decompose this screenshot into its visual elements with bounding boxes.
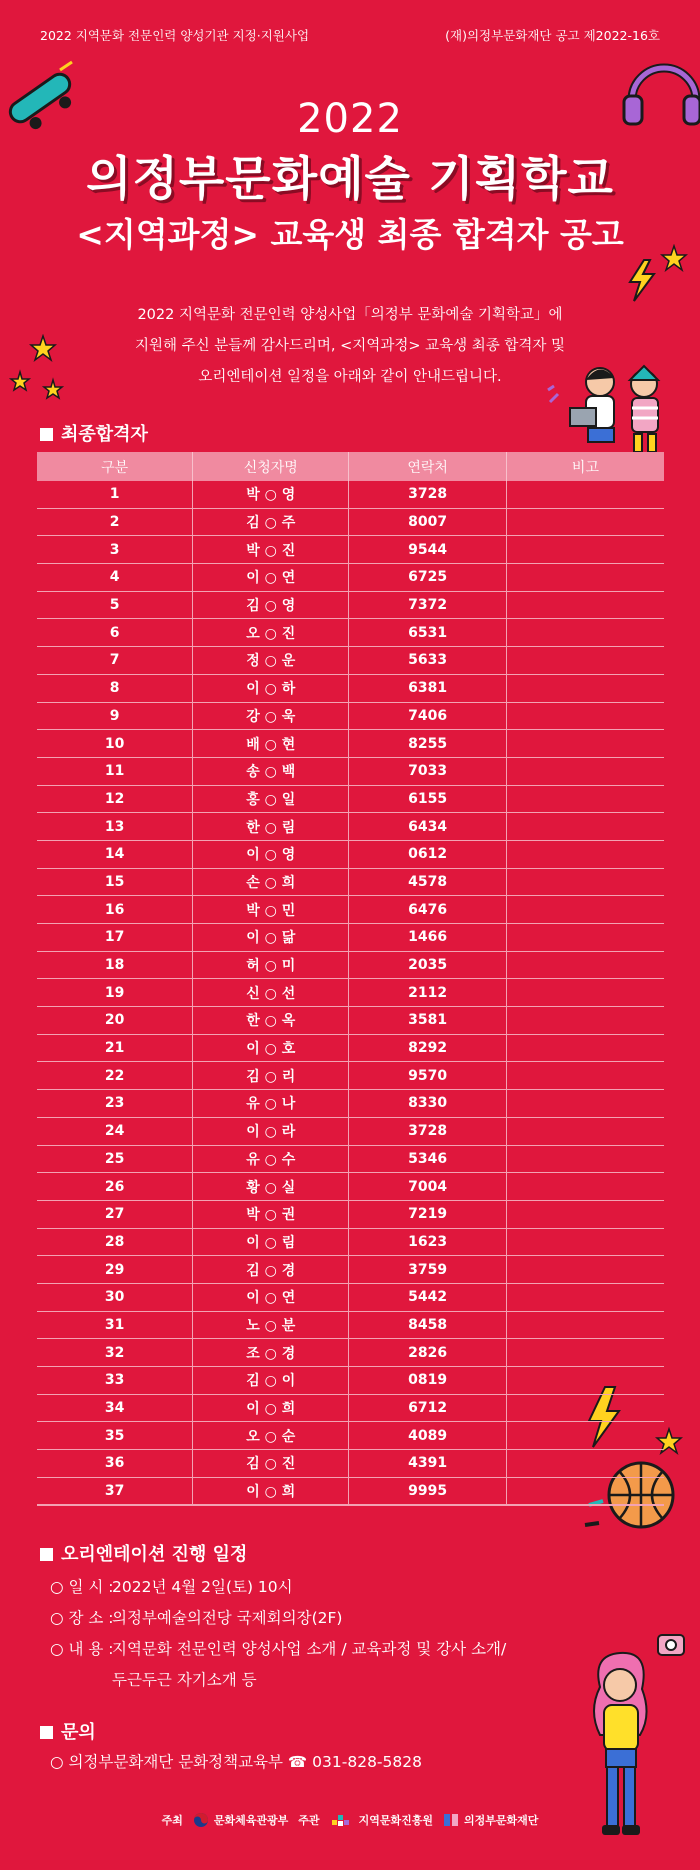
foundation-icon <box>443 1812 459 1828</box>
table-row <box>37 1339 664 1367</box>
remarks <box>506 1117 664 1145</box>
page-title: 의정부문화예술 기획학교 <box>86 152 614 207</box>
row-number: 8 <box>37 674 193 702</box>
table-row <box>37 951 664 979</box>
remarks <box>506 785 664 813</box>
result-table-body <box>37 481 664 1505</box>
applicant-name: 이 ○ 연 <box>193 564 349 592</box>
row-number: 20 <box>37 1007 193 1035</box>
applicant-name: 이 ○ 호 <box>193 1034 349 1062</box>
column-header: 연락처 <box>349 452 507 481</box>
remarks <box>506 536 664 564</box>
table-row <box>37 1228 664 1256</box>
schedule-row-place: ○ 장 소 : 의정부예술의전당 국제회의장(2F) <box>50 1609 343 1627</box>
row-number: 34 <box>37 1394 193 1422</box>
contact-number: 0612 <box>349 840 507 868</box>
schedule-row-date: ○ 일 시 : 2022년 4월 2일(토) 10시 <box>50 1578 293 1596</box>
remarks <box>506 868 664 896</box>
remarks <box>506 1339 664 1367</box>
applicant-name: 이 ○ 희 <box>193 1394 349 1422</box>
table-row <box>37 1477 664 1505</box>
row-number: 4 <box>37 564 193 592</box>
table-row <box>37 591 664 619</box>
row-number: 11 <box>37 757 193 785</box>
table-row <box>37 1283 664 1311</box>
table-row <box>37 1422 664 1450</box>
remarks <box>506 1256 664 1284</box>
remarks <box>506 730 664 758</box>
contact-number: 9995 <box>349 1477 507 1505</box>
table-row <box>37 674 664 702</box>
row-number: 23 <box>37 1090 193 1118</box>
row-number: 27 <box>37 1200 193 1228</box>
table-row <box>37 1200 664 1228</box>
table-row <box>37 1394 664 1422</box>
remarks <box>506 896 664 924</box>
table-row <box>37 1145 664 1173</box>
remarks <box>506 813 664 841</box>
applicant-name: 강 ○ 욱 <box>193 702 349 730</box>
contact-number: 5346 <box>349 1145 507 1173</box>
schedule-row-content-cont: 두근두근 자기소개 등 <box>112 1671 257 1689</box>
applicant-name: 박 ○ 민 <box>193 896 349 924</box>
applicant-name: 김 ○ 리 <box>193 1062 349 1090</box>
applicant-name: 유 ○ 수 <box>193 1145 349 1173</box>
remarks <box>506 564 664 592</box>
applicant-name: 박 ○ 권 <box>193 1200 349 1228</box>
square-bullet-icon <box>40 1548 53 1561</box>
contact-number: 9570 <box>349 1062 507 1090</box>
row-number: 13 <box>37 813 193 841</box>
row-number: 1 <box>37 481 193 508</box>
table-row <box>37 1311 664 1339</box>
contact-section-title: 문의 <box>40 1718 96 1744</box>
contact-number: 9544 <box>349 536 507 564</box>
row-number: 15 <box>37 868 193 896</box>
applicant-name: 오 ○ 순 <box>193 1422 349 1450</box>
remarks <box>506 1090 664 1118</box>
contact-number: 5633 <box>349 647 507 675</box>
contact-number: 6381 <box>349 674 507 702</box>
program-label: 2022 지역문화 전문인력 양성기관 지정·지원사업 <box>40 28 310 43</box>
intro-text <box>0 300 700 393</box>
square-bullet-icon <box>40 1726 53 1739</box>
applicant-name: 신 ○ 선 <box>193 979 349 1007</box>
contact-number: 7004 <box>349 1173 507 1201</box>
contact-number: 5442 <box>349 1283 507 1311</box>
row-number: 25 <box>37 1145 193 1173</box>
remarks <box>506 508 664 536</box>
contact-number: 7033 <box>349 757 507 785</box>
remarks <box>506 1477 664 1505</box>
remarks <box>506 840 664 868</box>
table-row <box>37 1034 664 1062</box>
contact-number: 2826 <box>349 1339 507 1367</box>
contact-number: 1466 <box>349 924 507 952</box>
row-number: 10 <box>37 730 193 758</box>
table-row <box>37 1450 664 1478</box>
applicant-name: 이 ○ 닮 <box>193 924 349 952</box>
table-row <box>37 813 664 841</box>
contact-number: 4578 <box>349 868 507 896</box>
applicant-name: 오 ○ 진 <box>193 619 349 647</box>
table-row <box>37 1117 664 1145</box>
remarks <box>506 647 664 675</box>
remarks <box>506 674 664 702</box>
row-number: 19 <box>37 979 193 1007</box>
result-table <box>37 452 664 1506</box>
remarks <box>506 1034 664 1062</box>
row-number: 6 <box>37 619 193 647</box>
contact-number: 4089 <box>349 1422 507 1450</box>
row-number: 5 <box>37 591 193 619</box>
column-header: 비고 <box>506 452 664 481</box>
contact-number: 6531 <box>349 619 507 647</box>
intro-line: 지원해 주신 분들께 감사드리며, <지역과정> 교육생 최종 합격자 및 <box>135 338 565 354</box>
applicant-name: 이 ○ 연 <box>193 1283 349 1311</box>
row-number: 35 <box>37 1422 193 1450</box>
remarks <box>506 481 664 508</box>
contact-number: 8255 <box>349 730 507 758</box>
intro-line: 오리엔테이션 일정을 아래와 같이 안내드립니다. <box>198 369 502 385</box>
top-bar <box>40 26 660 44</box>
row-number: 2 <box>37 508 193 536</box>
ministry-logo: 문화체육관광부 <box>193 1812 288 1828</box>
row-number: 17 <box>37 924 193 952</box>
contact-text: ○ 의정부문화재단 문화정책교육부 ☎ 031-828-5828 <box>50 1753 422 1771</box>
foundation-logo: 의정부문화재단 <box>443 1812 538 1828</box>
row-number: 9 <box>37 702 193 730</box>
title-year: 2022 <box>297 96 403 142</box>
row-number: 30 <box>37 1283 193 1311</box>
contact-number: 6725 <box>349 564 507 592</box>
applicant-name: 박 ○ 영 <box>193 481 349 508</box>
applicant-name: 손 ○ 희 <box>193 868 349 896</box>
contact-number: 6712 <box>349 1394 507 1422</box>
remarks <box>506 1173 664 1201</box>
row-number: 37 <box>37 1477 193 1505</box>
remarks <box>506 1228 664 1256</box>
result-section-title: 최종합격자 <box>40 420 148 446</box>
remarks <box>506 1062 664 1090</box>
table-row <box>37 702 664 730</box>
table-row <box>37 896 664 924</box>
row-number: 12 <box>37 785 193 813</box>
remarks <box>506 1367 664 1395</box>
table-row <box>37 868 664 896</box>
applicant-name: 허 ○ 미 <box>193 951 349 979</box>
row-number: 36 <box>37 1450 193 1478</box>
row-number: 28 <box>37 1228 193 1256</box>
table-row <box>37 1256 664 1284</box>
column-header: 구분 <box>37 452 193 481</box>
applicant-name: 김 ○ 경 <box>193 1256 349 1284</box>
remarks <box>506 1007 664 1035</box>
remarks <box>506 1450 664 1478</box>
row-number: 32 <box>37 1339 193 1367</box>
contact-number: 6155 <box>349 785 507 813</box>
contact-number: 1623 <box>349 1228 507 1256</box>
contact-number: 3728 <box>349 481 507 508</box>
table-row <box>37 564 664 592</box>
notice-number: (재)의정부문화재단 공고 제2022-16호 <box>445 28 660 43</box>
row-number: 16 <box>37 896 193 924</box>
remarks <box>506 924 664 952</box>
applicant-name: 박 ○ 진 <box>193 536 349 564</box>
table-header-row <box>37 452 664 481</box>
remarks <box>506 1200 664 1228</box>
applicant-name: 이 ○ 영 <box>193 840 349 868</box>
table-row <box>37 1007 664 1035</box>
applicant-name: 배 ○ 현 <box>193 730 349 758</box>
contact-number: 8458 <box>349 1311 507 1339</box>
applicant-name: 이 ○ 하 <box>193 674 349 702</box>
applicant-name: 유 ○ 나 <box>193 1090 349 1118</box>
page-subtitle: <지역과정> 교육생 최종 합격자 공고 <box>76 215 624 254</box>
remarks <box>506 591 664 619</box>
contact-number: 0819 <box>349 1367 507 1395</box>
contact-number: 6434 <box>349 813 507 841</box>
table-row <box>37 1367 664 1395</box>
remarks <box>506 1311 664 1339</box>
orientation-schedule <box>50 1572 582 1696</box>
applicant-name: 이 ○ 림 <box>193 1228 349 1256</box>
applicant-name: 송 ○ 백 <box>193 757 349 785</box>
remarks <box>506 1145 664 1173</box>
contact-number: 2035 <box>349 951 507 979</box>
contact-number: 3728 <box>349 1117 507 1145</box>
table-row <box>37 979 664 1007</box>
contact-number: 8007 <box>349 508 507 536</box>
applicant-name: 한 ○ 옥 <box>193 1007 349 1035</box>
contact-number: 2112 <box>349 979 507 1007</box>
pixel-logo-icon <box>330 1812 354 1828</box>
row-number: 31 <box>37 1311 193 1339</box>
row-number: 29 <box>37 1256 193 1284</box>
table-row <box>37 730 664 758</box>
square-bullet-icon <box>40 428 53 441</box>
orientation-section-title: 오리엔테이션 진행 일정 <box>40 1540 247 1566</box>
table-row <box>37 1090 664 1118</box>
column-header: 신청자명 <box>193 452 349 481</box>
applicant-name: 홍 ○ 일 <box>193 785 349 813</box>
table-row <box>37 840 664 868</box>
row-number: 22 <box>37 1062 193 1090</box>
applicant-name: 김 ○ 영 <box>193 591 349 619</box>
contact-number: 3759 <box>349 1256 507 1284</box>
applicant-name: 이 ○ 희 <box>193 1477 349 1505</box>
taegeuk-icon <box>193 1812 209 1828</box>
remarks <box>506 757 664 785</box>
applicant-name: 정 ○ 운 <box>193 647 349 675</box>
footer-logos <box>0 1812 700 1828</box>
applicant-name: 노 ○ 분 <box>193 1311 349 1339</box>
host-label: 주최 <box>161 1814 183 1827</box>
table-row <box>37 508 664 536</box>
remarks <box>506 1283 664 1311</box>
row-number: 14 <box>37 840 193 868</box>
applicant-name: 이 ○ 라 <box>193 1117 349 1145</box>
row-number: 3 <box>37 536 193 564</box>
remarks <box>506 979 664 1007</box>
table-row <box>37 481 664 508</box>
applicant-name: 김 ○ 주 <box>193 508 349 536</box>
intro-line: 2022 지역문화 전문인력 양성사업「의정부 문화예술 기획학교」에 <box>137 307 563 323</box>
remarks <box>506 1422 664 1450</box>
row-number: 26 <box>37 1173 193 1201</box>
row-number: 24 <box>37 1117 193 1145</box>
table-row <box>37 619 664 647</box>
table-row <box>37 647 664 675</box>
contact-number: 7406 <box>349 702 507 730</box>
row-number: 21 <box>37 1034 193 1062</box>
table-row <box>37 536 664 564</box>
table-row <box>37 785 664 813</box>
contact-number: 7372 <box>349 591 507 619</box>
row-number: 33 <box>37 1367 193 1395</box>
row-number: 7 <box>37 647 193 675</box>
table-row <box>37 757 664 785</box>
remarks <box>506 619 664 647</box>
remarks <box>506 1394 664 1422</box>
table-row <box>37 1173 664 1201</box>
contact-number: 8292 <box>349 1034 507 1062</box>
table-row <box>37 924 664 952</box>
remarks <box>506 702 664 730</box>
lightning-icon <box>622 258 662 303</box>
contact-number: 4391 <box>349 1450 507 1478</box>
remarks <box>506 951 664 979</box>
contact-number: 7219 <box>349 1200 507 1228</box>
contact-number: 8330 <box>349 1090 507 1118</box>
schedule-row-content: ○ 내 용 : 지역문화 전문인력 양성사업 소개 / 교육과정 및 강사 소개/ <box>50 1640 507 1658</box>
applicant-name: 김 ○ 진 <box>193 1450 349 1478</box>
applicant-name: 황 ○ 실 <box>193 1173 349 1201</box>
applicant-name: 한 ○ 림 <box>193 813 349 841</box>
applicant-name: 조 ○ 경 <box>193 1339 349 1367</box>
table-row <box>37 1062 664 1090</box>
applicant-name: 김 ○ 이 <box>193 1367 349 1395</box>
contact-number: 3581 <box>349 1007 507 1035</box>
row-number: 18 <box>37 951 193 979</box>
regional-culture-logo: 지역문화진흥원 <box>330 1812 433 1828</box>
contact-number: 6476 <box>349 896 507 924</box>
organizer-label: 주관 <box>298 1814 320 1827</box>
